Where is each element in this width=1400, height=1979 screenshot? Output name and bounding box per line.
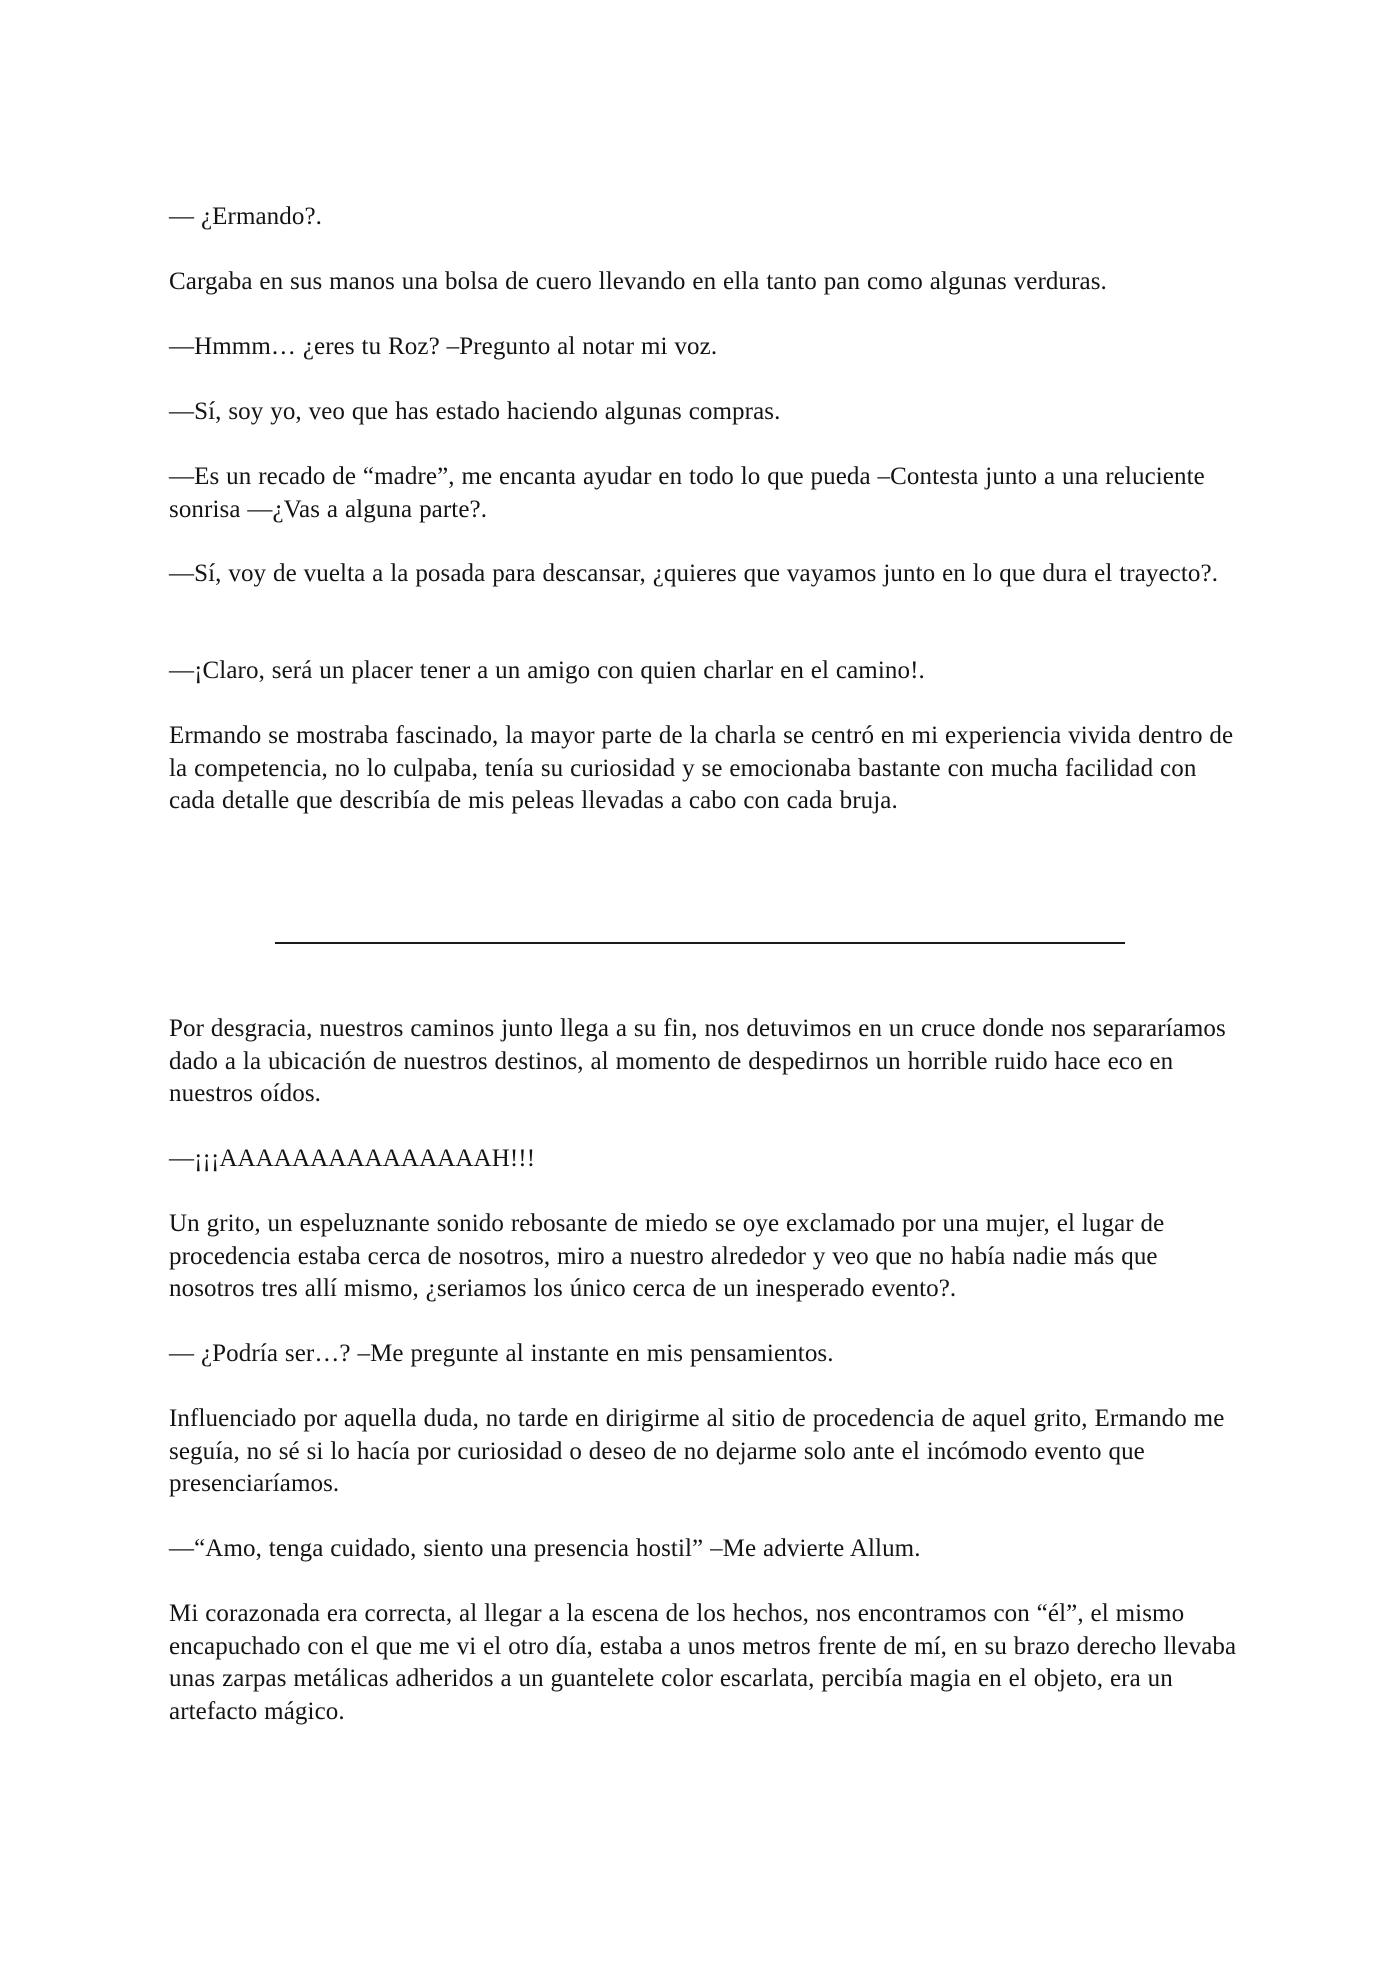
paragraph-narration-bag: Cargaba en sus manos una bolsa de cuero llevando en ella tanto pan como algunas verduras.: [169, 268, 1107, 295]
paragraph-dialogue-allum: —“Amo, tenga cuidado, siento una presencia hostil” –Me advierte Allum.: [169, 1535, 921, 1562]
paragraph-narration-fascinado: Ermando se mostraba fascinado, la mayor parte de la charla se centró en mi experiencia vivida dentro de la competencia, no lo culpaba, tenía su curiosidad y se emocionaba bastante con mucha facilidad con cada detalle que describía de mis peleas llevadas a cabo con cada bruja.: [169, 722, 1234, 814]
paragraph-narration-grito: Un grito, un espeluznante sonido rebosante de miedo se oye exclamado por una mujer, el lugar de procedencia estaba cerca de nosotros, miro a nuestro alrededor y veo que no había nadie más que nosotros tres allí mismo, ¿seriamos los único cerca de un inesperado evento?.: [169, 1210, 1165, 1302]
paragraph-dialogue-podria-ser: — ¿Podría ser…? –Me pregunte al instante en mis pensamientos.: [169, 1340, 834, 1367]
paragraph-dialogue-si-soy-yo: —Sí, soy yo, veo que has estado haciendo algunas compras.: [169, 398, 781, 425]
paragraph-narration-influenciado: Influenciado por aquella duda, no tarde en dirigirme al sitio de procedencia de aquel grito, Ermando me seguía, no sé si lo hacía por curiosidad o deseo de no dejarme solo ante el incómodo evento que presenciaríamos.: [169, 1405, 1225, 1497]
paragraph-dialogue-ermando: — ¿Ermando?.: [169, 203, 323, 230]
paragraph-dialogue-claro: —¡Claro, será un placer tener a un amigo con quien charlar en el camino!.: [169, 657, 925, 684]
paragraph-narration-desgracia: Por desgracia, nuestros caminos junto llega a su fin, nos detuvimos en un cruce donde nos separaríamos dado a la ubicación de nuestros destinos, al momento de despedirnos un horrible ruido hace eco en nuestros oídos.: [169, 1015, 1226, 1107]
paragraph-dialogue-scream: —¡¡¡AAAAAAAAAAAAAAAH!!!: [169, 1145, 536, 1172]
paragraph-narration-corazonada: Mi corazonada era correcta, al llegar a la escena de los hechos, nos encontramos con “él”, el mismo encapuchado con el que me vi el otro día, estaba a unos metros frente de mí, en su brazo derecho llevaba unas zarpas metálicas adheridos a un guantelete color escarlata, percibía magia en el objeto, era un artefacto mágico.: [169, 1600, 1237, 1725]
paragraph-dialogue-hmmm: —Hmmm… ¿eres tu Roz? –Pregunto al notar mi voz.: [169, 333, 718, 360]
paragraph-dialogue-posada: —Sí, voy de vuelta a la posada para descansar, ¿quieres que vayamos junto en lo que dura el trayecto?.: [169, 560, 1219, 587]
paragraph-dialogue-recado: —Es un recado de “madre”, me encanta ayudar en todo lo que pueda –Contesta junto a una reluciente sonrisa —¿Vas a alguna parte?.: [169, 463, 1205, 523]
section-divider: [275, 942, 1125, 944]
